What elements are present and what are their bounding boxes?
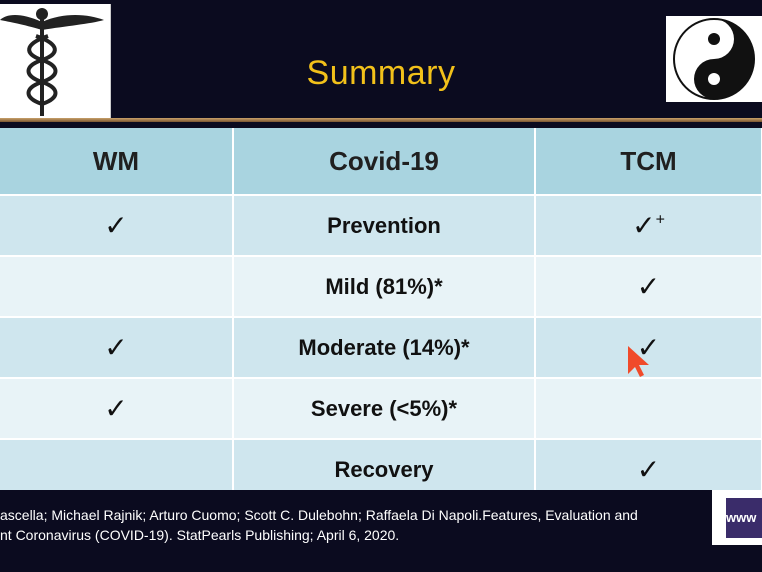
reference-line: nt Coronavirus (COVID-19). StatPearls Publishing; April 6, 2020. [0,527,400,543]
tcm-check-cell [535,195,762,256]
covid-stage-cell: Severe (<5%)* [233,378,535,439]
header-covid: Covid-19 [233,128,535,195]
covid-stage-cell: Recovery [233,439,535,500]
title-divider [0,118,762,122]
wm-check-cell: ✓ [0,378,233,439]
covid-stage-cell: Mild (81%)* [233,256,535,317]
tcm-check-cell [535,256,762,317]
table-row [0,378,762,439]
table-row [0,256,762,317]
tcm-plus-mark: + [655,211,665,229]
tcm-check: ✓ [636,454,661,485]
header-tcm: TCM [535,128,762,195]
table-row [0,195,762,256]
summary-table [0,128,762,501]
reference-line: ascella; Michael Rajnik; Arturo Cuomo; Scott C. Dulebohn; Raffaela Di Napoli.Features, Evaluation and [0,507,638,523]
header-wm: WM [0,128,233,195]
wm-check-cell: ✓ [0,317,233,378]
reference-citation [0,505,700,545]
tcm-check: ✓ [636,332,661,363]
covid-stage-cell: Moderate (14%)* [233,317,535,378]
badge-label: www [726,498,762,538]
wm-check-cell: ✓ [0,195,233,256]
corner-badge [712,490,762,545]
mouse-pointer-icon [626,344,652,378]
tcm-check: ✓ [632,210,656,241]
tcm-check-cell [535,378,762,439]
wm-check-cell [0,256,233,317]
summary-table-area [0,128,762,484]
covid-stage-cell: Prevention [233,195,535,256]
tcm-check: ✓ [636,271,661,302]
table-header-row [0,128,762,195]
slide-title: Summary [306,54,456,92]
